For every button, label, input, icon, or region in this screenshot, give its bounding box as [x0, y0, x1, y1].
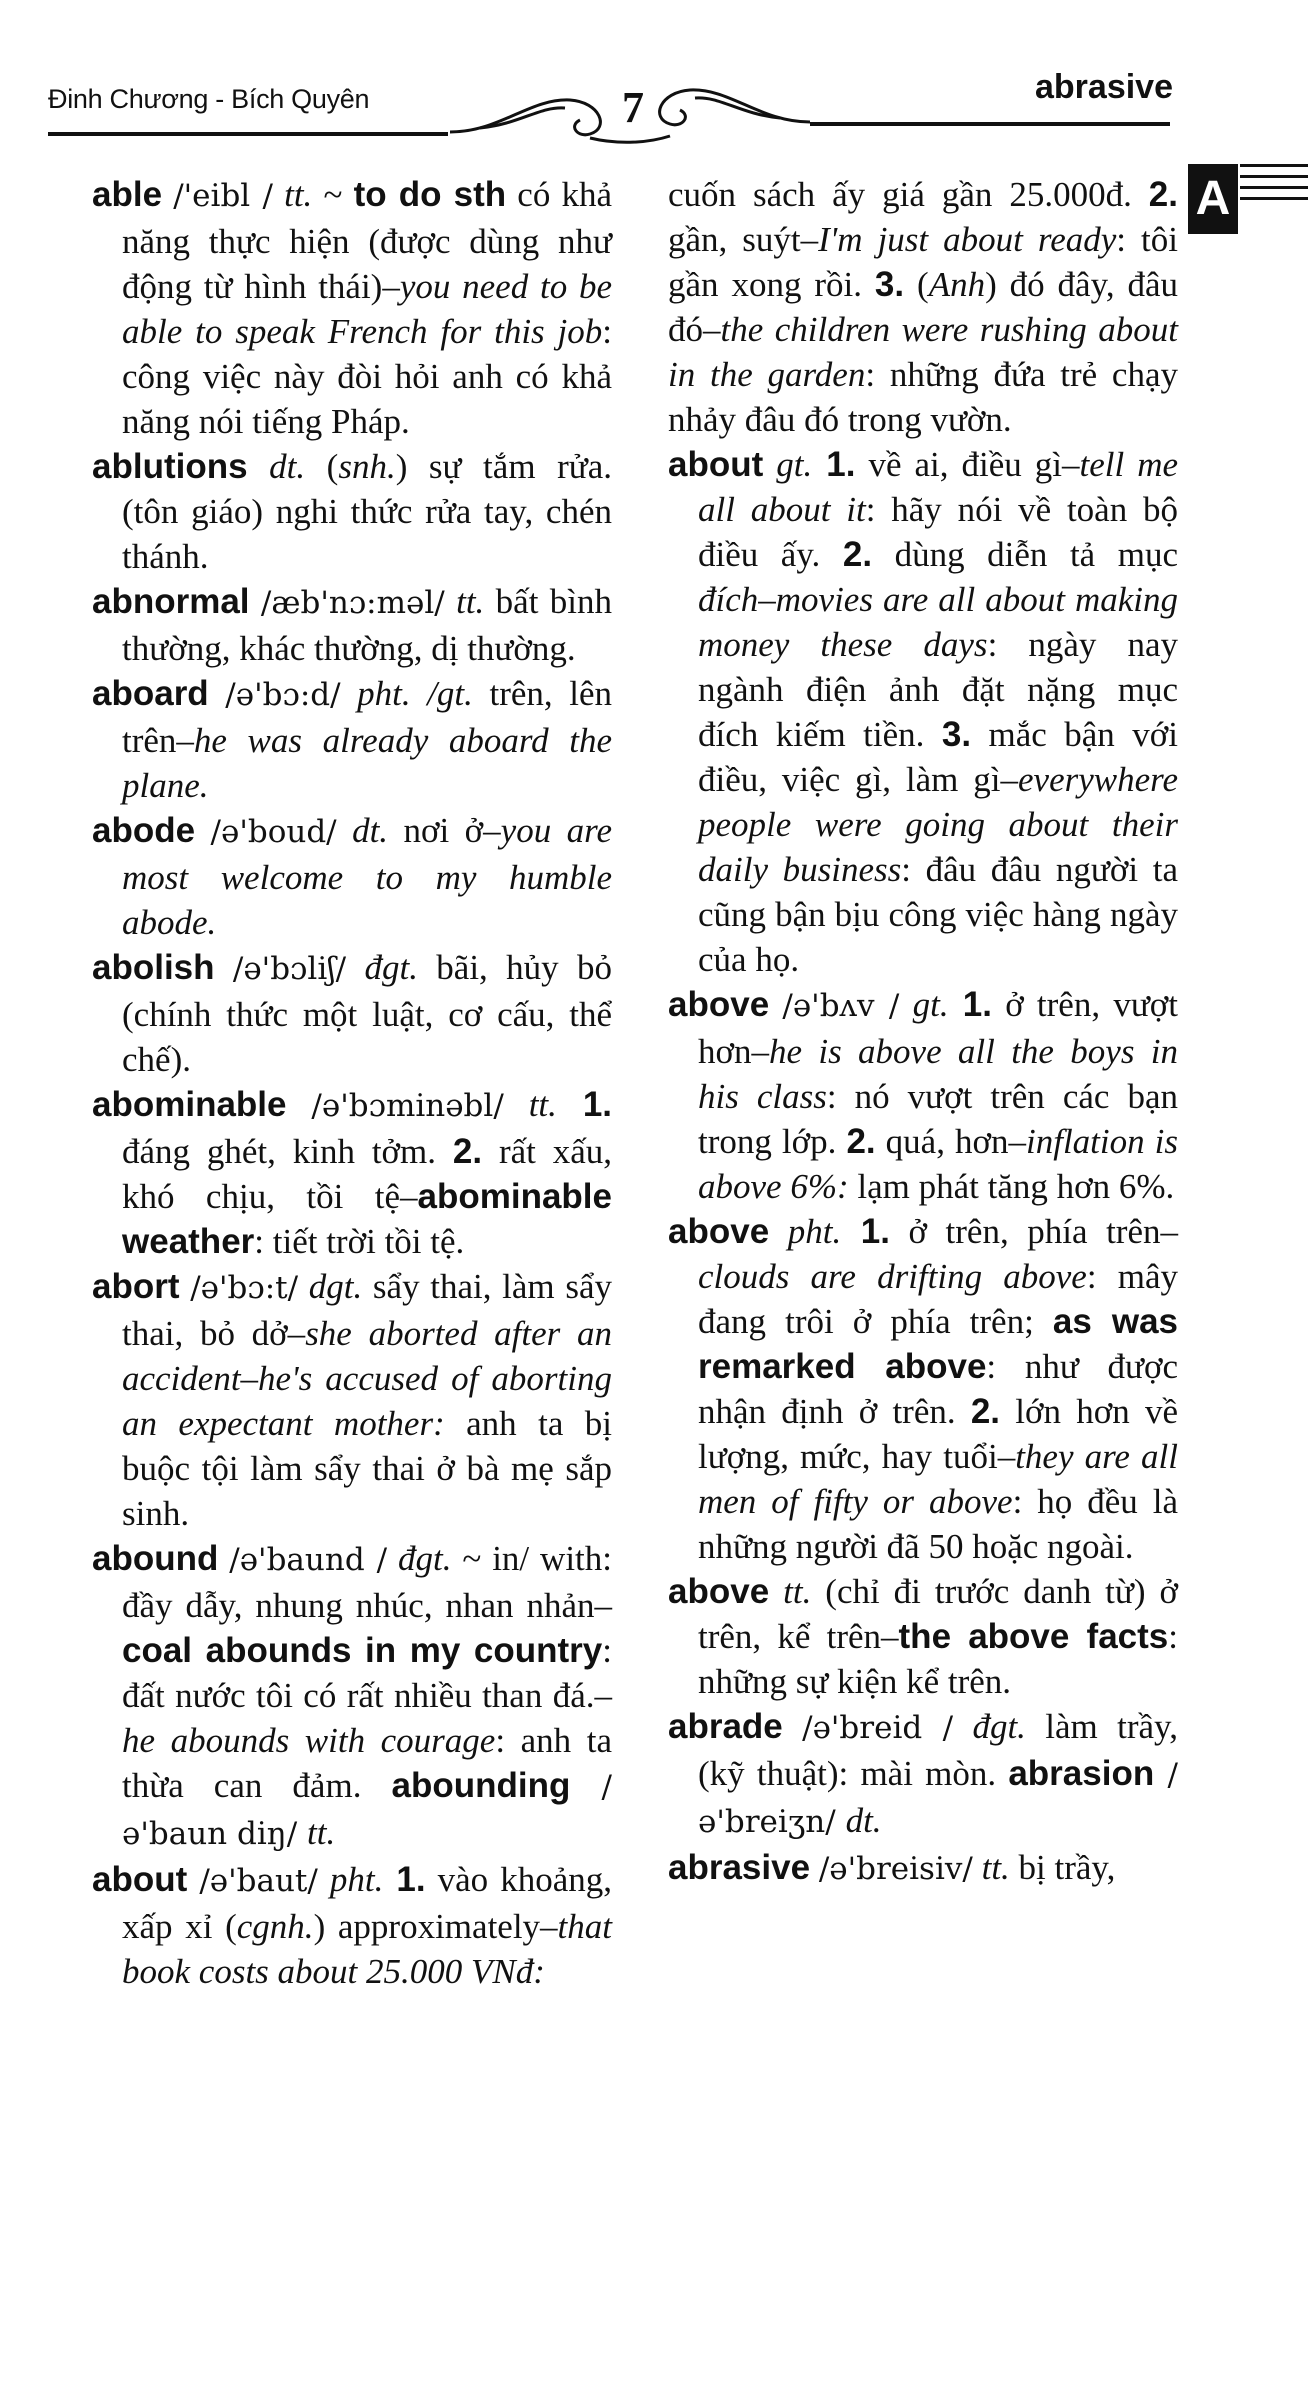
- entry-definition: anh ta bị buộc tội làm sẩy thai ở bà mẹ sắp sinh.: [122, 1404, 612, 1533]
- entry-example: everywhere people were going about their daily business: [698, 760, 1178, 889]
- entry-headword: above: [668, 985, 770, 1024]
- entry-definition: về ai, điều gì–: [855, 445, 1080, 484]
- dictionary-entry: [92, 1857, 612, 1994]
- entry-definition: lớn hơn về lượng, mức, hay tuổi–: [698, 1392, 1178, 1476]
- entry-headword: about: [92, 1860, 188, 1899]
- dictionary-entry: [92, 444, 612, 579]
- entry-definition: : ngày nay ngành điện ảnh đặt nặng mục đích kiếm tiền.: [698, 625, 1178, 754]
- entry-definition: ở trên, phía trên–: [889, 1212, 1178, 1251]
- entry-definition: ) sự tắm rửa. (tôn giáo) nghi thức rửa tay, chén thánh.: [122, 447, 613, 576]
- entry-definition: quá, hơn–: [875, 1122, 1026, 1161]
- entry-headword: abrasive: [668, 1848, 811, 1887]
- entry-part-of-speech: dt.: [269, 447, 306, 486]
- entry-bold-phrase: abominable weather: [122, 1177, 612, 1261]
- entry-pronunciation: /ə'bɔminəbl/: [311, 1088, 504, 1124]
- entry-definition: lạm phát tăng hơn 6%.: [848, 1167, 1175, 1206]
- entry-part-of-speech: dt.: [352, 811, 389, 850]
- header-rule-right: [810, 122, 1170, 126]
- dictionary-entry: [668, 1704, 1178, 1845]
- entry-definition: : đâu đâu người ta cũng bận bịu công việc hàng ngày của họ.: [698, 850, 1178, 979]
- entry-bold-phrase: as was remarked above: [698, 1302, 1178, 1386]
- running-header-authors: Đinh Chương - Bích Quyên: [48, 84, 370, 114]
- entry-part-of-speech: pht.: [329, 1860, 384, 1899]
- entry-example: that book costs about 25.000 VNđ:: [122, 1907, 612, 1991]
- entry-part-of-speech: pht. /gt.: [357, 674, 473, 713]
- entry-pronunciation: /æb'nɔ:məl/: [260, 585, 445, 621]
- entry-pronunciation: /ə'breid /: [802, 1710, 954, 1746]
- header-rule-left: [48, 132, 448, 136]
- entry-part-of-speech: pht.: [787, 1212, 842, 1251]
- dictionary-entry: [92, 1082, 612, 1264]
- entry-definition: (chỉ đi trước danh từ) ở trên, kể trên–: [698, 1572, 1178, 1656]
- entry-bold-phrase: 2.: [1148, 175, 1178, 214]
- entry-definition: rất xấu, khó chịu, tồi tệ–: [122, 1132, 612, 1216]
- entry-headword: abominable: [92, 1085, 287, 1124]
- entry-part-of-speech: tt.: [284, 175, 313, 214]
- entry-part-of-speech: gt.: [912, 985, 949, 1024]
- dictionary-entry: [668, 1569, 1178, 1704]
- dictionary-entry: [92, 671, 612, 808]
- entry-definition: : những sự kiện kể trên.: [698, 1617, 1178, 1701]
- entry-definition: (: [904, 265, 929, 304]
- entry-part-of-speech: tt.: [456, 582, 485, 621]
- entry-example: they are all men of fifty or above: [698, 1437, 1178, 1521]
- entry-example: đích–movies are all about making money these days: [698, 580, 1178, 664]
- entry-headword: able: [92, 175, 163, 214]
- entry-definition: trên, lên trên–: [122, 674, 613, 760]
- entry-bold-phrase: coal abounds in my country: [122, 1631, 603, 1670]
- entry-definition: : họ đều là những người đã 50 hoặc ngoài.: [698, 1482, 1178, 1566]
- entry-example: you are most welcome to my humble abode.: [122, 811, 613, 942]
- entry-bold-phrase: the above facts: [898, 1617, 1169, 1656]
- entry-definition: ở trên, vượt hơn–: [698, 985, 1179, 1071]
- entry-definition: : đất nước tôi có rất nhiều than đá.–: [122, 1631, 612, 1715]
- entry-bold-phrase: 2.: [970, 1392, 1001, 1431]
- thumb-index-lines: [1240, 164, 1308, 208]
- entry-definition: (: [305, 447, 339, 486]
- entry-definition: nơi ở–: [388, 811, 501, 850]
- entry-part-of-speech: tt.: [783, 1572, 812, 1611]
- guide-word: abrasive: [1035, 68, 1173, 106]
- entry-part-of-speech: gt.: [776, 445, 813, 484]
- entry-example: Anh: [928, 265, 986, 304]
- dictionary-entry: [668, 982, 1178, 1209]
- entry-headword: abode: [92, 811, 196, 850]
- entry-definition: có khả năng thực hiện (được dùng như động từ hình thái)–: [122, 175, 613, 306]
- dictionary-entry: [92, 1536, 612, 1857]
- dictionary-entry: [668, 1209, 1178, 1569]
- page-number: 7: [622, 83, 644, 132]
- entry-definition: : tiết trời tồi tệ.: [254, 1222, 465, 1261]
- entry-example: he was already aboard the plane.: [122, 721, 612, 805]
- entry-pronunciation: /ə'breisiv/: [818, 1851, 973, 1887]
- entry-part-of-speech: tt.: [528, 1085, 557, 1124]
- entry-headword: ablutions: [92, 447, 248, 486]
- entry-definition: ~ in/ with: đầy dẫy, nhung nhúc, nhan nhản–: [122, 1539, 612, 1625]
- entry-part-of-speech: đgt.: [364, 948, 418, 987]
- dictionary-entry: [668, 172, 1178, 442]
- entry-part-of-speech: đgt.: [972, 1707, 1026, 1746]
- entry-definition: : những đứa trẻ chạy nhảy đâu đó trong vườn.: [668, 355, 1179, 439]
- entry-definition: bị trầy,: [1009, 1848, 1116, 1887]
- entry-pronunciation: /ə'boud/: [210, 814, 337, 850]
- entry-headword: above: [668, 1212, 770, 1251]
- entry-bold-phrase: 1.: [841, 1212, 890, 1251]
- dictionary-entry: [92, 945, 612, 1082]
- entry-pronunciation: /ə'bɔ:t/: [190, 1270, 299, 1306]
- entry-example: he abounds with courage: [122, 1721, 496, 1760]
- entry-example: I'm just about ready: [818, 220, 1117, 259]
- entry-definition: gần, suýt–: [668, 220, 819, 259]
- entry-headword: abound: [92, 1539, 219, 1578]
- entry-definition: sẩy thai, làm sẩy thai, bỏ dở–: [122, 1267, 613, 1353]
- entry-part-of-speech: tt.: [981, 1848, 1010, 1887]
- entry-bold-phrase: 2.: [842, 535, 873, 574]
- entry-pronunciation: /'eibl /: [173, 178, 273, 214]
- entry-definition: bất bình thường, khác thường, dị thường.: [122, 582, 612, 668]
- entry-headword: aboard: [92, 674, 209, 713]
- entry-part-of-speech: đgt.: [398, 1539, 452, 1578]
- entry-example: he is above all the boys in his class: [698, 1032, 1178, 1116]
- entry-headword: above: [668, 1572, 770, 1611]
- entry-definition: : tôi gần xong rồi.: [668, 220, 1178, 304]
- entry-part-of-speech: dgt.: [308, 1267, 363, 1306]
- entry-headword: abnormal: [92, 582, 250, 621]
- entry-bold-phrase: 2.: [846, 1122, 876, 1161]
- dictionary-entry: [92, 1264, 612, 1536]
- dictionary-entry: [92, 808, 612, 945]
- entry-example: clouds are drifting above: [698, 1257, 1087, 1296]
- entry-definition: : anh ta thừa can đảm.: [122, 1721, 612, 1805]
- entry-definition: : hãy nói về toàn bộ điều ấy.: [698, 490, 1179, 574]
- thumb-index-letter: A: [1188, 164, 1238, 234]
- page-header: [0, 0, 1308, 160]
- entry-example: you need to be able to speak French for this job: [122, 267, 612, 351]
- entry-pronunciation: /ə'baut/: [199, 1863, 318, 1899]
- entry-bold-phrase: abounding: [391, 1766, 571, 1805]
- entry-definition: làm trầy, (kỹ thuật): mài mòn.: [698, 1707, 1178, 1793]
- entry-example: snh.: [338, 447, 396, 486]
- entry-example: tell me all about it: [698, 445, 1179, 529]
- entry-example: cgnh.: [236, 1907, 314, 1946]
- entry-pronunciation: /ə'bɔ:d/: [225, 677, 341, 713]
- entry-example: tt.: [307, 1813, 336, 1852]
- thumb-index-tab: [1188, 160, 1308, 250]
- entry-pronunciation: /ə'bɔliʃ/: [232, 951, 347, 987]
- dictionary-entry: [668, 442, 1178, 982]
- left-column: [92, 172, 612, 1994]
- entry-bold-phrase: 3.: [941, 715, 972, 754]
- entry-bold-phrase: to do sth: [353, 175, 507, 214]
- entry-definition: cuốn sách ấy giá gần 25.000đ.: [668, 175, 1149, 214]
- entry-headword: abrade: [668, 1707, 783, 1746]
- entry-definition: đáng ghét, kinh tởm.: [122, 1132, 453, 1171]
- entry-headword: about: [668, 445, 764, 484]
- entry-example: the children were rushing about in the garden: [668, 310, 1178, 394]
- entry-definition: : công việc này đòi hỏi anh có khả năng nói tiếng Pháp.: [122, 312, 612, 441]
- entry-example: dt.: [845, 1801, 882, 1840]
- entry-pronunciation: /ə'baund /: [229, 1542, 388, 1578]
- entry-definition: : như được nhận định ở trên.: [698, 1347, 1178, 1431]
- entry-definition: bãi, hủy bỏ (chính thức một luật, cơ cấu, thể chế).: [122, 948, 613, 1079]
- entry-pronunciation: /ə'baun diŋ/: [122, 1769, 612, 1852]
- right-column: [668, 172, 1178, 1892]
- entry-definition: : nó vượt trên các bạn trong lớp.: [698, 1077, 1178, 1161]
- entry-pronunciation: /ə'breiʒn/: [698, 1757, 1178, 1840]
- entry-headword: abolish: [92, 948, 215, 987]
- dictionary-entry: [92, 579, 612, 671]
- entry-definition: mắc bận với điều, việc gì, làm gì–: [698, 715, 1178, 799]
- entry-definition: ~: [312, 175, 354, 214]
- entry-bold-phrase: 1.: [556, 1085, 613, 1124]
- entry-bold-phrase: 1.: [812, 445, 856, 484]
- entry-bold-phrase: 1.: [948, 985, 992, 1024]
- entry-bold-phrase: 1.: [383, 1860, 426, 1899]
- dictionary-entry: [92, 172, 612, 444]
- entry-definition: ) đó đây, đâu đó–: [668, 265, 1179, 349]
- entry-example: inflation is above 6%:: [698, 1122, 1178, 1206]
- entry-definition: ) approximately–: [313, 1907, 558, 1946]
- entry-pronunciation: /ə'bʌv /: [782, 988, 900, 1024]
- entry-definition: vào khoảng, xấp xỉ (: [122, 1860, 612, 1946]
- entry-definition: dùng diễn tả mục: [872, 535, 1178, 574]
- entry-bold-phrase: 2.: [452, 1132, 483, 1171]
- dictionary-entry: [668, 1845, 1178, 1892]
- entry-example: she aborted after an accident–he's accused of aborting an expectant mother:: [122, 1314, 612, 1443]
- entry-headword: abort: [92, 1267, 180, 1306]
- entry-bold-phrase: abrasion: [1008, 1754, 1155, 1793]
- entry-definition: : mây đang trôi ở phía trên;: [698, 1257, 1178, 1341]
- entry-bold-phrase: 3.: [874, 265, 905, 304]
